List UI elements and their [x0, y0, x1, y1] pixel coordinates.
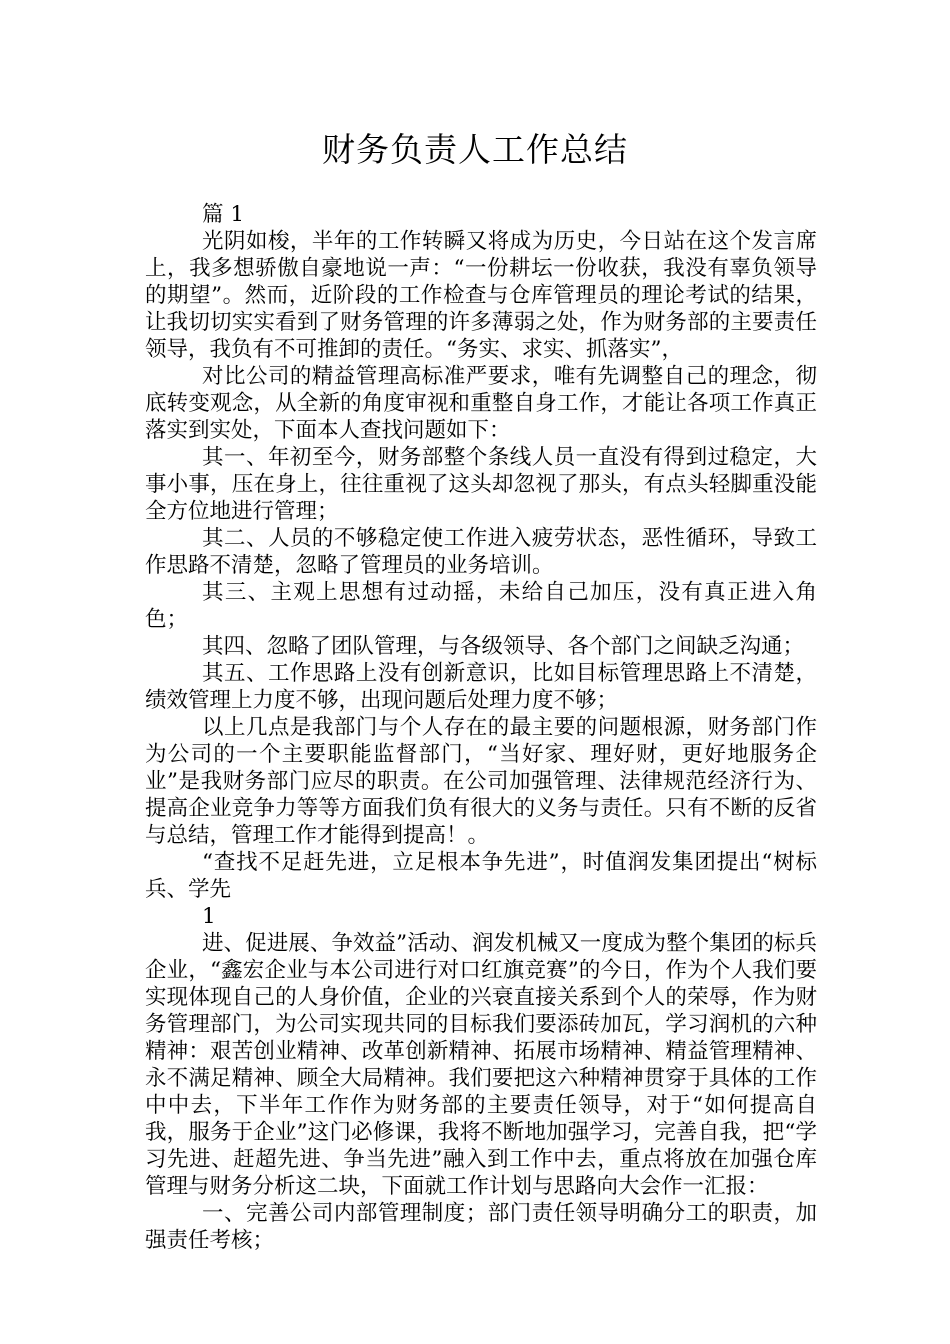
paragraph: 其一、年初至今，财务部整个条线人员一直没有得到过稳定，大事小事，压在身上，往往重视了这头却忽视了那头，有点头轻脚重没能全方位地进行管理； — [145, 445, 817, 524]
paragraph: 其三、主观上思想有过动摇，未给自己加压，没有真正进入角色； — [145, 580, 817, 632]
paragraph: 其五、工作思路上没有创新意识，比如目标管理思路上不清楚，绩效管理上力度不够，出现问题后处理力度不够； — [145, 661, 817, 713]
paragraph: 其二、人员的不够稳定使工作进入疲劳状态，恶性循环，导致工作思路不清楚，忽略了管理员的业务培训。 — [145, 526, 817, 578]
document-title: 财务负责人工作总结 — [322, 130, 628, 169]
page-number: 1 — [202, 904, 216, 929]
paragraph: 对比公司的精益管理高标准严要求，唯有先调整自己的理念，彻底转变观念，从全新的角度审视和重整自身工作，才能让各项工作真正落实到实处，下面本人查找问题如下： — [145, 364, 817, 443]
paragraph: 进、促进展、争效益”活动、润发机械又一度成为整个集团的标兵企业，“鑫宏企业与本公司进行对口红旗竞赛”的今日，作为个人我们要实现体现自己的人身价值，企业的兴衰直接关系到个人的荣辱，作为财务管理部门，为公司实现共同的目标我们要添砖加瓦，学习润机的六种精神：艰苦创业精神、改革创新精神、拓展市场精神、精益管理精神、永不满足精神、顾全大局精神。我们要把这六种精神贯穿于具体的工作中中去，下半年工作作为财务部的主要责任领导，对于“如何提高自我，服务于企业”这门必修课，我将不断地加强学习，完善自我，把“学习先进、赶超先进、争当先进”融入到工作中去，重点将放在加强仓库管理与财务分析这二块，下面就工作计划与思路向大会作一汇报： — [145, 931, 817, 1199]
document-body — [145, 201, 817, 1254]
section-label: 篇 1 — [202, 202, 245, 227]
paragraph: 以上几点是我部门与个人存在的最主要的问题根源，财务部门作为公司的一个主要职能监督部门，“当好家、理好财，更好地服务企业”是我财务部门应尽的职责。在公司加强管理、法律规范经济行为、提高企业竞争力等等方面我们负有很大的义务与责任。只有不断的反省与总结，管理工作才能得到提高！。 — [145, 715, 817, 848]
paragraph: 一、完善公司内部管理制度；部门责任领导明确分工的职责，加强责任考核； — [145, 1201, 817, 1253]
paragraph: “查找不足赶先进，立足根本争先进”，时值润发集团提出“树标兵、学先 — [145, 850, 817, 902]
paragraph: 光阴如梭，半年的工作转瞬又将成为历史，今日站在这个发言席上，我多想骄傲自豪地说一声：“一份耕坛一份收获，我没有辜负领导的期望”。然而，近阶段的工作检查与仓库管理员的理论考试的结果，让我切切实实看到了财务管理的许多薄弱之处，作为财务部的主要责任领导，我负有不可推卸的责任。“务实、求实、抓落实”， — [145, 229, 817, 362]
paragraph: 其四、忽略了团队管理，与各级领导、各个部门之间缺乏沟通； — [202, 634, 805, 659]
